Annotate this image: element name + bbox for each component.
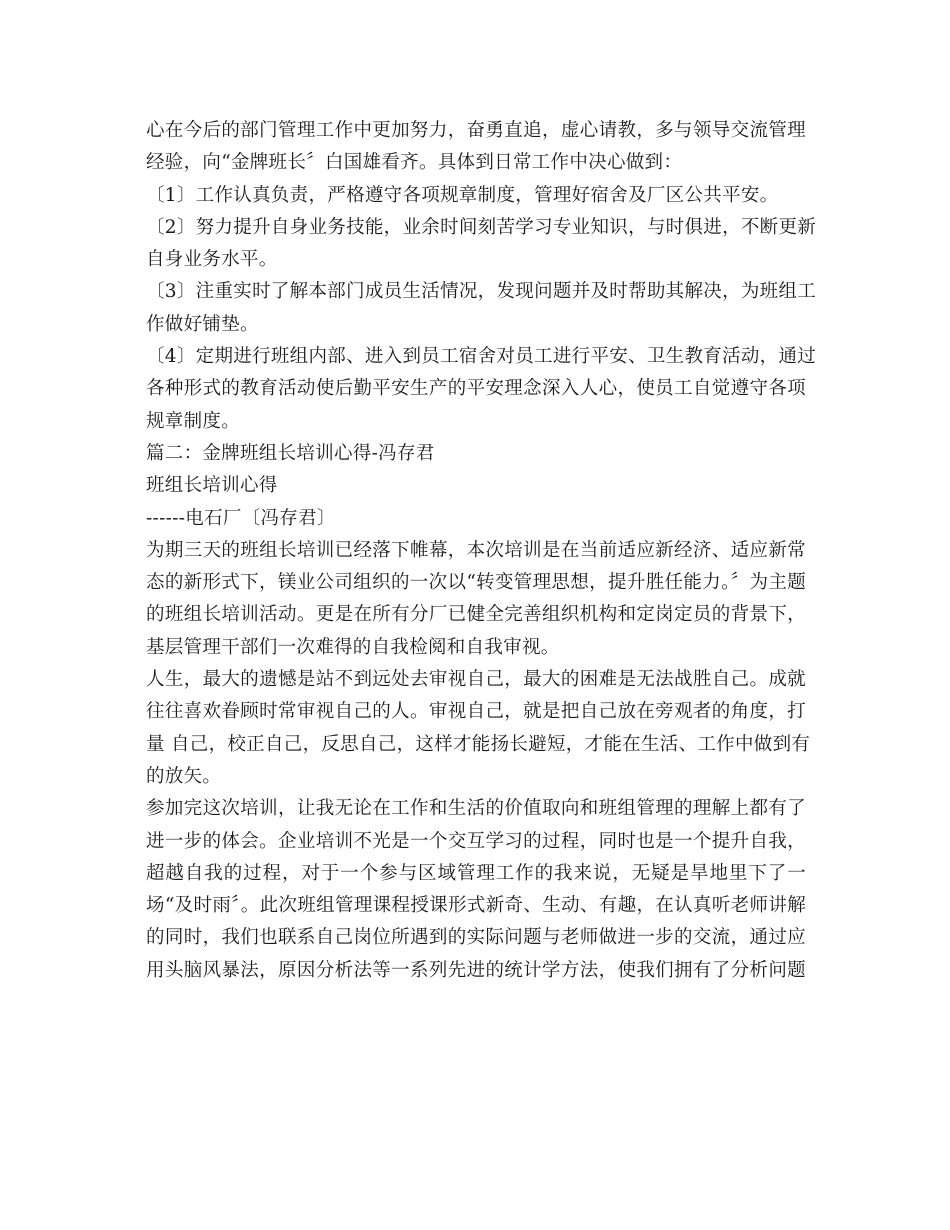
line-13: 为期三天的班组长培训已经落下帷幕，本次培训是在当前适应新经济、适应新常 — [146, 539, 806, 561]
line-18: 往往喜欢眷顾时常审视自己的人。审视自己，就是把自己放在旁观者的角度，打 — [146, 701, 806, 723]
article-title: 班组长培训心得 — [146, 475, 278, 497]
line-14: 态的新形式下，镁业公司组织的一次以“转变管理思想，提升胜任能力。〞为主题 — [146, 572, 806, 594]
line-22: 进一步的体会。企业培训不光是一个交互学习的过程，同时也是一个提升自我， — [146, 830, 806, 852]
line-3: 〔2〕努力提升自身业务技能，业余时间刻苦学习专业知识，与时俱进，不断更新 — [146, 216, 817, 238]
line-24: 场“及时雨〞。此次班组管理课程授课形式新奇、生动、有趣，在认真听老师讲解 — [146, 895, 806, 917]
line-8: 各种形式的教育活动使后勤平安生产的平安理念深入人心，使员工自觉遵守各项 — [146, 378, 806, 400]
document-page — [146, 115, 817, 987]
line-21: 参加完这次培训，让我无论在工作和生活的价值取向和班组管理的理解上都有了 — [146, 798, 806, 820]
line-20: 的放矢。 — [146, 765, 222, 787]
line-16: 基层管理干部们一次难得的自我检阅和自我审视。 — [146, 636, 560, 658]
article-author: ------电石厂〔冯存君〕 — [146, 507, 336, 529]
line-26: 用头脑风暴法，原因分析法等一系列先进的统计学方法，使我们拥有了分析问题 — [146, 959, 806, 981]
line-0: 心在今后的部门管理工作中更加努力，奋勇直追，虚心请教，多与领导交流管理 — [146, 120, 806, 141]
line-19: 量 自己，校正自己，反思自己，这样才能扬长避短，才能在生活、工作中做到有 — [146, 733, 811, 755]
line-5: 〔3〕注重实时了解本部门成员生活情况，发现问题并及时帮助其解决，为班组工 — [146, 281, 817, 303]
line-1: 经验，向“金牌班长〞白国雄看齐。具体到日常工作中决心做到： — [146, 152, 683, 174]
line-7: 〔4〕定期进行班组内部、进入到员工宿舍对员工进行平安、卫生教育活动，通过 — [146, 346, 817, 368]
line-15: 的班组长培训活动。更是在所有分厂已健全完善组织机构和定岗定员的背景下， — [146, 604, 806, 626]
section-heading: 篇二：金牌班组长培训心得-冯存君 — [146, 442, 435, 464]
line-17: 人生，最大的遗憾是站不到远处去审视自己，最大的困难是无法战胜自己。成就 — [146, 669, 806, 691]
line-25: 的同时，我们也联系自己岗位所遇到的实际问题与老师做进一步的交流，通过应 — [146, 927, 806, 949]
line-23: 超越自我的过程，对于一个参与区域管理工作的我来说，无疑是旱地里下了一 — [146, 862, 806, 884]
line-6: 作做好铺垫。 — [146, 313, 259, 335]
line-4: 自身业务水平。 — [146, 249, 278, 271]
line-2: 〔1〕工作认真负责，严格遵守各项规章制度，管理好宿舍及厂区公共平安。 — [146, 184, 779, 206]
line-9: 规章制度。 — [146, 410, 241, 432]
